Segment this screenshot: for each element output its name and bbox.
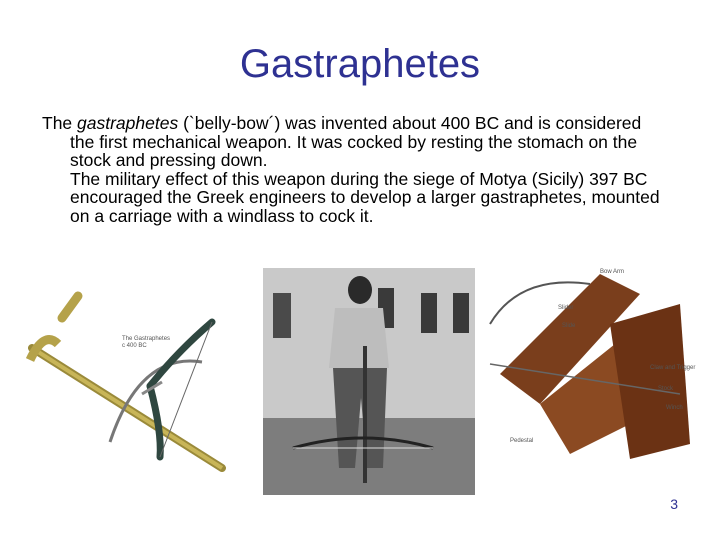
diagram-label-winch: Winch [666, 405, 683, 411]
diagram-label-stock: Stock [658, 386, 674, 392]
paragraph-1-prefix: The [42, 113, 78, 133]
diagram-label-slide: Slide [562, 323, 576, 329]
gastraphetes-drawing [22, 282, 240, 478]
reenactment-photo [263, 268, 475, 495]
paragraph-1 [42, 114, 662, 170]
paragraph-1-italic-term: gastraphetes [77, 113, 179, 133]
slide-body [42, 114, 662, 225]
paragraph-2: The military effect of this weapon during the siege of Motya (Sicily) 397 BC encouraged the Greek engineers to develop a larger gastraphetes, mounted on a carriage with a windlass to cock it. [70, 168, 660, 226]
diagram-label-claw-trigger: Claw and Trigger [650, 365, 696, 371]
diagram-label-pedestal: Pedestal [510, 438, 534, 444]
drawing-caption-line-1: The Gastraphetes [122, 336, 171, 342]
gastraphetes-diagram [480, 264, 702, 470]
page-number: 3 [670, 496, 678, 512]
paragraph-1-rest: (`belly-bow´) was invented about 400 BC and is considered the first mechanical weapon. It was cocked by resting the stomach on the stock and pressing down. [70, 113, 642, 170]
diagram-label-slider: Slider [558, 305, 574, 311]
slide-title: Gastraphetes [239, 42, 481, 86]
drawing-caption-line-2: c 400 BC [122, 343, 147, 349]
diagram-label-bow-arm: Bow Arm [600, 269, 625, 275]
